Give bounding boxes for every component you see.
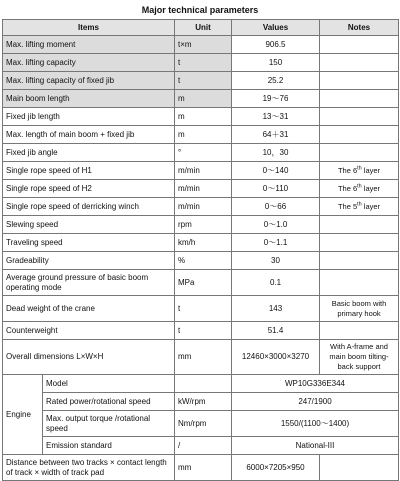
unit-cell: % (175, 252, 232, 270)
value-cell: 0～1.1 (232, 234, 320, 252)
note-cell (320, 198, 399, 216)
item-cell: Single rope speed of H2 (3, 180, 175, 198)
item-cell: Fixed jib angle (3, 144, 175, 162)
value-cell: 19～76 (232, 90, 320, 108)
note-cell (320, 270, 399, 296)
unit-cell: t (175, 296, 232, 322)
note-text: The 6 (337, 165, 358, 175)
table-row (3, 180, 399, 198)
value-cell: 13～31 (232, 108, 320, 126)
item-cell: Counterweight (3, 322, 175, 340)
item-cell: Distance between two tracks × contact length of track × width of track pad (3, 455, 175, 481)
note-cell (320, 180, 399, 198)
unit-cell: m/min (175, 162, 232, 180)
table-row (3, 252, 399, 270)
value-cell: 0～66 (232, 198, 320, 216)
item-cell: Dead weight of the crane (3, 296, 175, 322)
note-superscript: th (357, 183, 362, 189)
item-cell: Max. lifting moment (3, 36, 175, 54)
table-row (3, 144, 399, 162)
header-items: Items (3, 20, 175, 36)
value-cell: 0～110 (232, 180, 320, 198)
unit-cell: m/min (175, 180, 232, 198)
item-cell: Single rope speed of derricking winch (3, 198, 175, 216)
value-cell: 247/1900 (232, 393, 399, 411)
table-row (3, 340, 399, 375)
unit-cell: mm (175, 340, 232, 375)
unit-cell: Nm/rpm (175, 411, 232, 437)
table-row (3, 296, 399, 322)
table-row (3, 393, 399, 411)
note-cell (320, 90, 399, 108)
unit-cell: MPa (175, 270, 232, 296)
note-text: The 5 (337, 201, 358, 211)
unit-cell: ° (175, 144, 232, 162)
value-cell: 1550/(1100～1400) (232, 411, 399, 437)
parameters-table (2, 19, 399, 481)
note-cell (320, 72, 399, 90)
note-text: layer (361, 183, 381, 193)
unit-cell: t (175, 322, 232, 340)
engine-item-cell: Model (43, 375, 175, 393)
item-cell: Main boom length (3, 90, 175, 108)
value-cell: 12460×3000×3270 (232, 340, 320, 375)
value-cell: 0～140 (232, 162, 320, 180)
note-cell (320, 252, 399, 270)
unit-cell: m (175, 126, 232, 144)
unit-cell: t×m (175, 36, 232, 54)
table-row (3, 322, 399, 340)
note-text: The 6 (337, 183, 358, 193)
table-row (3, 437, 399, 455)
page-title: Major technical parameters (141, 5, 259, 15)
note-cell (320, 54, 399, 72)
note-cell: With A-frame and main boom tilting-back support (320, 340, 399, 375)
note-cell (320, 162, 399, 180)
note-cell (320, 144, 399, 162)
table-row (3, 234, 399, 252)
table-row (3, 126, 399, 144)
value-cell: 0～1.0 (232, 216, 320, 234)
unit-cell: mm (175, 455, 232, 481)
item-cell: Max. lifting capacity of fixed jib (3, 72, 175, 90)
value-cell: 0.1 (232, 270, 320, 296)
table-row (3, 36, 399, 54)
note-cell (320, 126, 399, 144)
value-cell: 6000×7205×950 (232, 455, 320, 481)
header-unit: Unit (175, 20, 232, 36)
engine-label: Engine (3, 375, 43, 455)
unit-cell: / (175, 437, 232, 455)
table-row (3, 72, 399, 90)
note-cell (320, 216, 399, 234)
unit-cell: m/min (175, 198, 232, 216)
table-row (3, 411, 399, 437)
unit-cell: kW/rpm (175, 393, 232, 411)
header-values: Values (232, 20, 320, 36)
value-cell: 906.5 (232, 36, 320, 54)
unit-cell: m (175, 108, 232, 126)
item-cell: Average ground pressure of basic boom operating mode (3, 270, 175, 296)
note-text: layer (361, 201, 381, 211)
value-cell: 150 (232, 54, 320, 72)
item-cell: Traveling speed (3, 234, 175, 252)
note-cell (320, 108, 399, 126)
unit-cell: rpm (175, 216, 232, 234)
table-row (3, 198, 399, 216)
header-row (3, 20, 399, 36)
item-cell: Slewing speed (3, 216, 175, 234)
unit-cell: km/h (175, 234, 232, 252)
note-cell (320, 322, 399, 340)
table-row (3, 108, 399, 126)
table-row (3, 216, 399, 234)
table-row (3, 162, 399, 180)
table-row (3, 375, 399, 393)
engine-item-cell: Max. output torque /rotational speed (43, 411, 175, 437)
note-text: layer (361, 165, 381, 175)
value-cell: National-III (232, 437, 399, 455)
note-cell (320, 36, 399, 54)
value-cell: 143 (232, 296, 320, 322)
item-cell: Fixed jib length (3, 108, 175, 126)
item-cell: Single rope speed of H1 (3, 162, 175, 180)
unit-cell: t (175, 72, 232, 90)
table-row (3, 54, 399, 72)
value-cell: WP10G336E344 (232, 375, 399, 393)
value-cell: 10，30 (232, 144, 320, 162)
table-row (3, 270, 399, 296)
engine-item-cell: Emission standard (43, 437, 175, 455)
note-cell: Basic boom with primary hook (320, 296, 399, 322)
value-cell: 30 (232, 252, 320, 270)
table-row (3, 90, 399, 108)
value-cell: 25.2 (232, 72, 320, 90)
value-cell: 64＋31 (232, 126, 320, 144)
item-cell: Max. length of main boom + fixed jib (3, 126, 175, 144)
note-superscript: th (357, 165, 362, 171)
item-cell: Max. lifting capacity (3, 54, 175, 72)
engine-item-cell: Rated power/rotational speed (43, 393, 175, 411)
unit-cell: m (175, 90, 232, 108)
unit-cell (175, 375, 232, 393)
header-notes: Notes (320, 20, 399, 36)
value-cell: 51.4 (232, 322, 320, 340)
item-cell: Gradeability (3, 252, 175, 270)
unit-cell: t (175, 54, 232, 72)
note-superscript: th (357, 201, 362, 207)
item-cell: Overall dimensions L×W×H (3, 340, 175, 375)
note-cell (320, 234, 399, 252)
